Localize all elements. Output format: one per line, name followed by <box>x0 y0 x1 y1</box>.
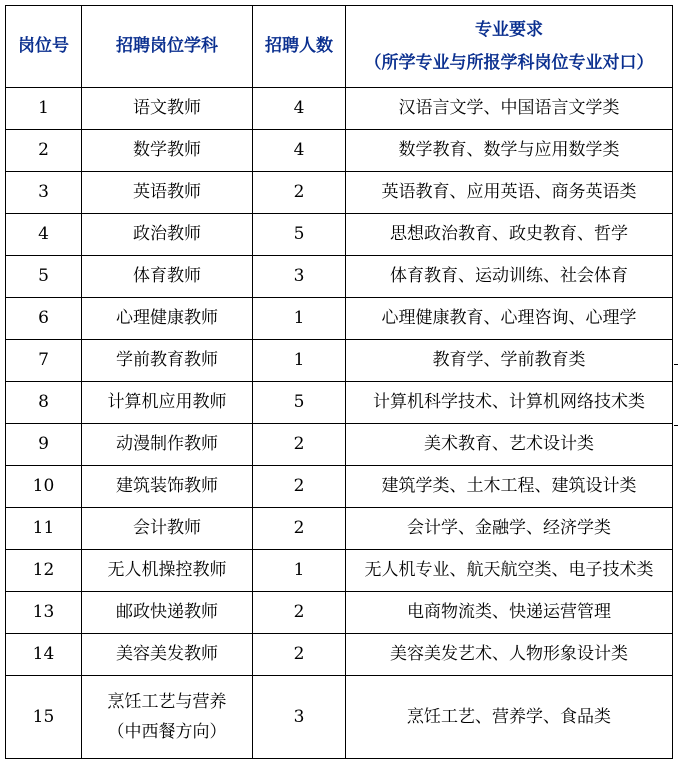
cell-subject-line1: 烹饪工艺与营养 <box>107 691 227 712</box>
cell-id: 1 <box>6 88 82 130</box>
cell-subject: 邮政快递教师 <box>82 592 253 634</box>
header-count: 招聘人数 <box>253 6 346 88</box>
table-row <box>6 466 673 508</box>
table-row <box>6 676 673 759</box>
cell-subject: 学前教育教师 <box>82 340 253 382</box>
table-row <box>6 634 673 676</box>
cell-major: 汉语言文学、中国语言文学类 <box>346 88 673 130</box>
cell-id: 13 <box>6 592 82 634</box>
cell-count: 2 <box>253 424 346 466</box>
cell-major: 会计学、金融学、经济学类 <box>346 508 673 550</box>
cell-subject: 政治教师 <box>82 214 253 256</box>
cell-subject-line2: （中西餐方向） <box>107 722 227 742</box>
cell-major: 美术教育、艺术设计类 <box>346 424 673 466</box>
table-row <box>6 424 673 466</box>
cell-count: 4 <box>253 130 346 172</box>
cell-major: 英语教育、应用英语、商务英语类 <box>346 172 673 214</box>
cell-id: 11 <box>6 508 82 550</box>
cell-major: 思想政治教育、政史教育、哲学 <box>346 214 673 256</box>
cell-major: 教育学、学前教育类 <box>346 340 673 382</box>
table-row <box>6 508 673 550</box>
header-major <box>346 6 673 88</box>
header-major-note: （所学专业与所报学科岗位专业对口） <box>364 52 654 73</box>
cell-id: 10 <box>6 466 82 508</box>
cell-major: 电商物流类、快递运营管理 <box>346 592 673 634</box>
cell-count: 1 <box>253 298 346 340</box>
cell-count: 1 <box>253 550 346 592</box>
cell-major: 计算机科学技术、计算机网络技术类 <box>346 382 673 424</box>
cell-id: 9 <box>6 424 82 466</box>
table-row <box>6 592 673 634</box>
cell-subject: 语文教师 <box>82 88 253 130</box>
cell-major: 数学教育、数学与应用数学类 <box>346 130 673 172</box>
cell-count: 2 <box>253 592 346 634</box>
cell-id: 14 <box>6 634 82 676</box>
cell-id: 4 <box>6 214 82 256</box>
cell-count: 5 <box>253 214 346 256</box>
recruitment-table <box>5 5 673 759</box>
cell-id: 5 <box>6 256 82 298</box>
cell-subject: 心理健康教师 <box>82 298 253 340</box>
cell-id: 7 <box>6 340 82 382</box>
table-row <box>6 172 673 214</box>
cell-subject: 无人机操控教师 <box>82 550 253 592</box>
header-id: 岗位号 <box>6 6 82 88</box>
header-row <box>6 6 673 88</box>
cell-subject: 计算机应用教师 <box>82 382 253 424</box>
cell-count: 1 <box>253 340 346 382</box>
cell-major: 无人机专业、航天航空类、电子技术类 <box>346 550 673 592</box>
cell-subject <box>82 676 253 759</box>
cell-count: 2 <box>253 634 346 676</box>
cell-count: 5 <box>253 382 346 424</box>
cell-id: 6 <box>6 298 82 340</box>
table-row <box>6 340 673 382</box>
cell-major: 美容美发艺术、人物形象设计类 <box>346 634 673 676</box>
edge-tick <box>674 364 678 365</box>
table-row <box>6 298 673 340</box>
cell-count: 3 <box>253 256 346 298</box>
edge-tick <box>674 425 678 426</box>
header-subject: 招聘岗位学科 <box>82 6 253 88</box>
cell-subject: 体育教师 <box>82 256 253 298</box>
cell-subject: 建筑装饰教师 <box>82 466 253 508</box>
cell-major: 心理健康教育、心理咨询、心理学 <box>346 298 673 340</box>
header-major-title: 专业要求 <box>475 20 543 41</box>
cell-subject: 动漫制作教师 <box>82 424 253 466</box>
cell-subject: 美容美发教师 <box>82 634 253 676</box>
table-row <box>6 214 673 256</box>
cell-id: 8 <box>6 382 82 424</box>
table-row <box>6 88 673 130</box>
table-row <box>6 130 673 172</box>
table-row <box>6 382 673 424</box>
cell-id: 3 <box>6 172 82 214</box>
cell-count: 2 <box>253 172 346 214</box>
cell-count: 4 <box>253 88 346 130</box>
cell-id: 2 <box>6 130 82 172</box>
cell-id: 15 <box>6 676 82 759</box>
cell-subject: 数学教师 <box>82 130 253 172</box>
cell-major: 烹饪工艺、营养学、食品类 <box>346 676 673 759</box>
cell-id: 12 <box>6 550 82 592</box>
cell-count: 2 <box>253 466 346 508</box>
cell-subject: 会计教师 <box>82 508 253 550</box>
cell-count: 2 <box>253 508 346 550</box>
table-row <box>6 550 673 592</box>
cell-major: 建筑学类、土木工程、建筑设计类 <box>346 466 673 508</box>
table-row <box>6 256 673 298</box>
cell-count: 3 <box>253 676 346 759</box>
cell-subject: 英语教师 <box>82 172 253 214</box>
cell-major: 体育教育、运动训练、社会体育 <box>346 256 673 298</box>
